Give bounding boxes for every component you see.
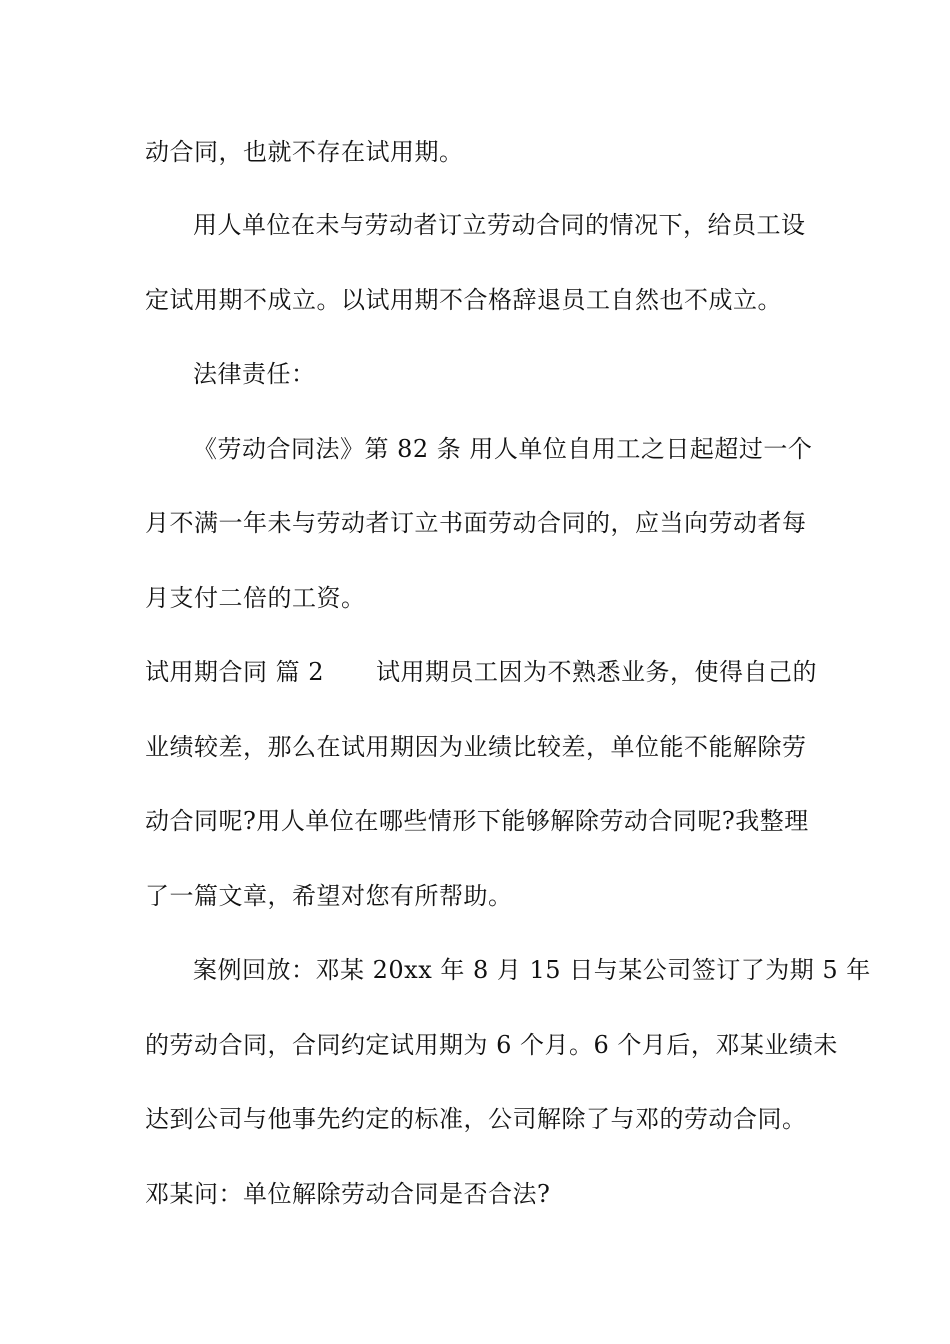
section-heading-line <box>145 657 818 687</box>
section-label: 法律责任： <box>193 360 316 388</box>
section-first-line: 试用期员工因为不熟悉业务，使得自己的 <box>376 658 818 686</box>
paragraph-line: 月不满一年未与劳动者订立书面劳动合同的，应当向劳动者每 <box>145 509 807 537</box>
paragraph-line: 达到公司与他事先约定的标准，公司解除了与邓的劳动合同。 <box>145 1105 807 1133</box>
paragraph-line: 案例回放：邓某 20xx 年 8 月 15 日与某公司签订了为期 5 年 <box>193 956 871 984</box>
paragraph-line: 邓某问：单位解除劳动合同是否合法? <box>145 1180 551 1208</box>
paragraph-line: 动合同呢?用人单位在哪些情形下能够解除劳动合同呢?我整理 <box>145 807 809 835</box>
section-heading: 试用期合同 篇 2 <box>145 658 325 686</box>
paragraph-line: 了一篇文章，希望对您有所帮助。 <box>145 882 513 910</box>
paragraph-line: 的劳动合同，合同约定试用期为 6 个月。6 个月后，邓某业绩未 <box>145 1031 838 1059</box>
paragraph-line: 业绩较差，那么在试用期因为业绩比较差，单位能不能解除劳 <box>145 733 807 761</box>
paragraph-line: 月支付二倍的工资。 <box>145 584 366 612</box>
paragraph-line: 《劳动合同法》第 82 条 用人单位自用工之日起超过一个 <box>193 435 813 463</box>
paragraph-line: 用人单位在未与劳动者订立劳动合同的情况下，给员工设 <box>193 211 806 239</box>
paragraph-line: 定试用期不成立。以试用期不合格辞退员工自然也不成立。 <box>145 286 782 314</box>
paragraph-line: 动合同，也就不存在试用期。 <box>145 138 464 166</box>
